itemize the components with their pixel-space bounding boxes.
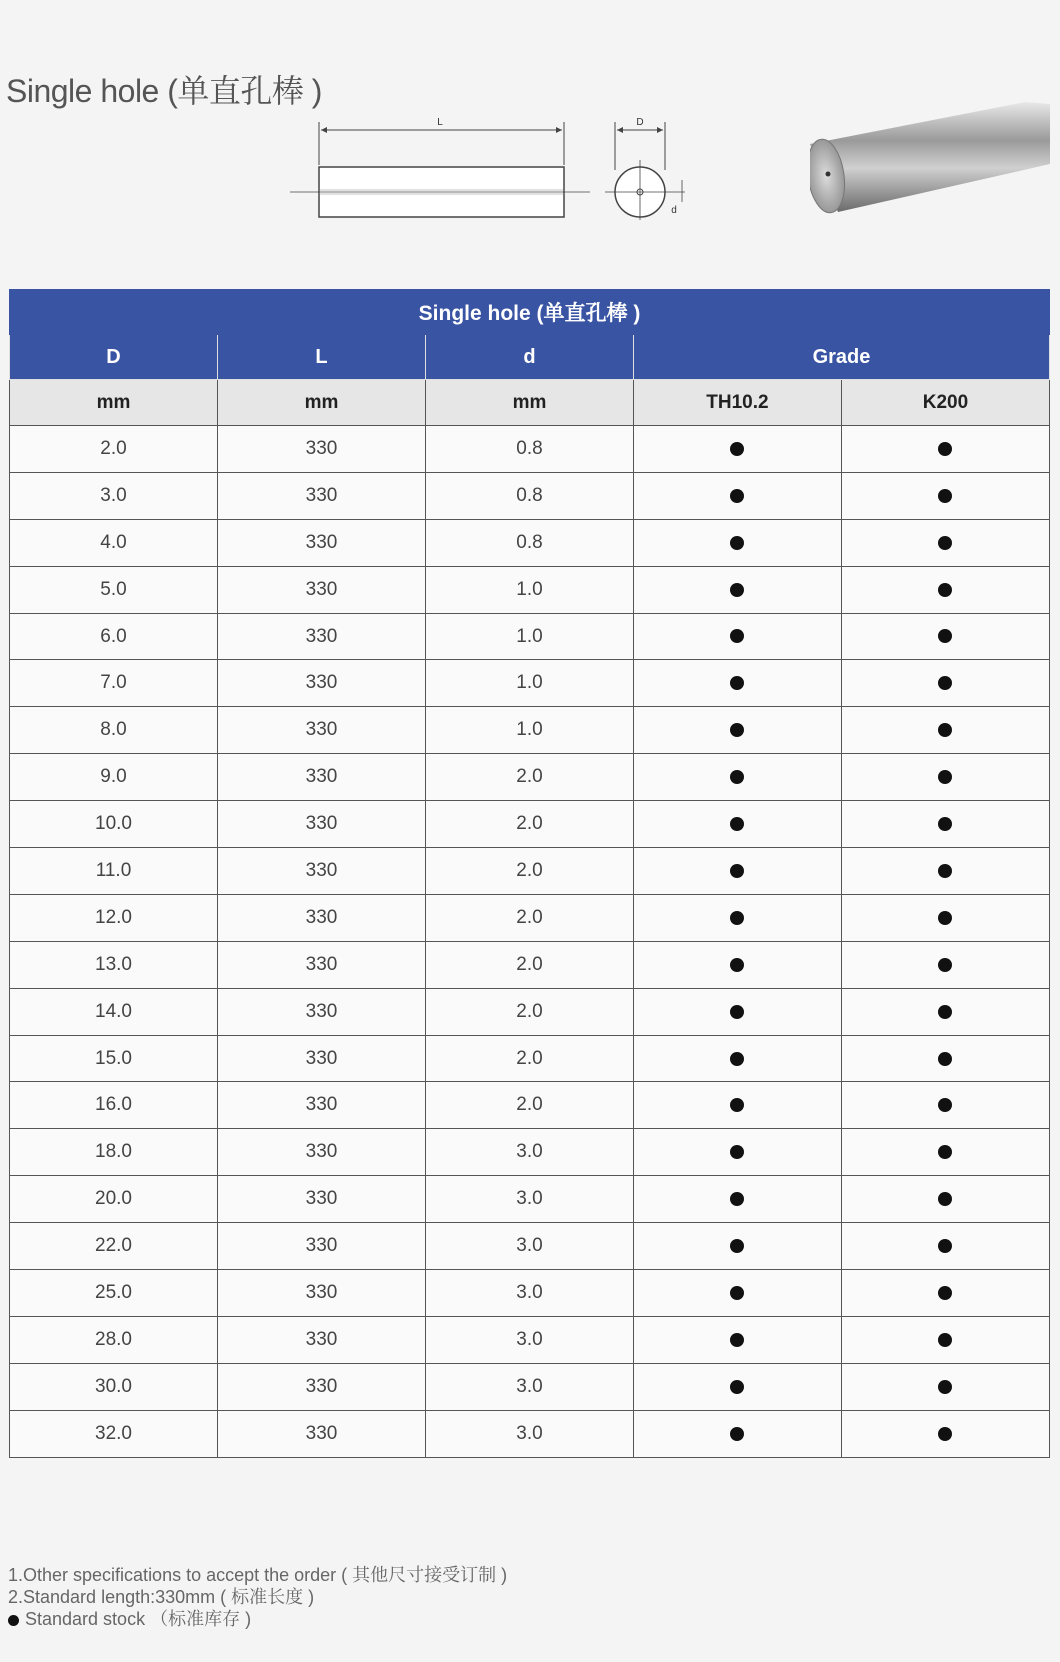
cell-grade-k200	[841, 613, 1049, 660]
cell-d: 2.0	[425, 754, 633, 801]
cell-grade-th10-2	[633, 1363, 841, 1410]
cell-L: 330	[217, 1363, 425, 1410]
unit-row	[10, 380, 1050, 426]
cell-grade-k200	[841, 754, 1049, 801]
grade-th10-2: TH10.2	[633, 380, 841, 426]
available-dot-icon	[730, 1333, 744, 1347]
available-dot-icon	[938, 1380, 952, 1394]
table-row	[10, 1316, 1050, 1363]
cell-d: 2.0	[425, 988, 633, 1035]
note-3-text: Standard stock （标准库存 )	[25, 1609, 252, 1629]
available-dot-icon	[730, 817, 744, 831]
cell-D: 25.0	[10, 1270, 218, 1317]
table-row	[10, 1363, 1050, 1410]
table-row	[10, 1129, 1050, 1176]
table-row	[10, 801, 1050, 848]
cell-grade-k200	[841, 1223, 1049, 1270]
table-row	[10, 941, 1050, 988]
cell-L: 330	[217, 1410, 425, 1457]
available-dot-icon	[938, 1005, 952, 1019]
cell-D: 12.0	[10, 894, 218, 941]
available-dot-icon	[938, 1192, 952, 1206]
cell-grade-th10-2	[633, 707, 841, 754]
available-dot-icon	[730, 629, 744, 643]
table-row	[10, 1223, 1050, 1270]
available-dot-icon	[730, 1286, 744, 1300]
cell-grade-k200	[841, 660, 1049, 707]
cell-d: 2.0	[425, 1035, 633, 1082]
cell-grade-th10-2	[633, 1316, 841, 1363]
cell-d: 3.0	[425, 1270, 633, 1317]
table-row	[10, 426, 1050, 473]
unit-L: mm	[217, 380, 425, 426]
available-dot-icon	[730, 1145, 744, 1159]
available-dot-icon	[938, 583, 952, 597]
cell-grade-k200	[841, 519, 1049, 566]
cell-L: 330	[217, 754, 425, 801]
table-title-row	[10, 290, 1050, 335]
available-dot-icon	[938, 723, 952, 737]
cell-grade-k200	[841, 1176, 1049, 1223]
col-header-L: L	[217, 335, 425, 380]
available-dot-icon	[730, 723, 744, 737]
label-L: L	[437, 117, 443, 128]
table-row	[10, 566, 1050, 613]
available-dot-icon	[730, 442, 744, 456]
notes	[8, 1564, 507, 1630]
available-dot-icon	[730, 1239, 744, 1253]
cell-grade-th10-2	[633, 894, 841, 941]
available-dot-icon	[938, 770, 952, 784]
available-dot-icon	[730, 1098, 744, 1112]
cell-d: 0.8	[425, 519, 633, 566]
table-row	[10, 1410, 1050, 1457]
table-row	[10, 1176, 1050, 1223]
table-title: Single hole (单直孔棒 )	[10, 290, 1050, 335]
cell-D: 5.0	[10, 566, 218, 613]
rod-image	[810, 90, 1050, 220]
col-header-d: d	[425, 335, 633, 380]
cell-d: 2.0	[425, 941, 633, 988]
cell-grade-k200	[841, 988, 1049, 1035]
cell-grade-th10-2	[633, 566, 841, 613]
table-row	[10, 472, 1050, 519]
cell-L: 330	[217, 613, 425, 660]
cell-d: 3.0	[425, 1363, 633, 1410]
cell-D: 18.0	[10, 1129, 218, 1176]
cell-grade-k200	[841, 894, 1049, 941]
cell-L: 330	[217, 426, 425, 473]
unit-d: mm	[425, 380, 633, 426]
available-dot-icon	[730, 864, 744, 878]
label-D: D	[636, 117, 644, 128]
cell-L: 330	[217, 472, 425, 519]
cell-grade-th10-2	[633, 801, 841, 848]
cell-L: 330	[217, 801, 425, 848]
cell-grade-th10-2	[633, 1082, 841, 1129]
note-1: 1.Other specifications to accept the order ( 其他尺寸接受订制 )	[8, 1565, 508, 1585]
available-dot-icon	[730, 676, 744, 690]
cell-grade-k200	[841, 801, 1049, 848]
cell-L: 330	[217, 1129, 425, 1176]
cell-d: 0.8	[425, 472, 633, 519]
available-dot-icon	[730, 1192, 744, 1206]
cell-L: 330	[217, 848, 425, 895]
available-dot-icon	[938, 1145, 952, 1159]
cell-d: 1.0	[425, 613, 633, 660]
cell-grade-th10-2	[633, 1270, 841, 1317]
grade-k200: K200	[841, 380, 1049, 426]
cell-D: 13.0	[10, 941, 218, 988]
available-dot-icon	[730, 1427, 744, 1441]
cell-L: 330	[217, 1223, 425, 1270]
available-dot-icon	[938, 817, 952, 831]
page-title: Single hole (单直孔棒 )	[6, 73, 322, 109]
table-row	[10, 848, 1050, 895]
cell-grade-th10-2	[633, 472, 841, 519]
cell-grade-k200	[841, 566, 1049, 613]
cell-L: 330	[217, 1270, 425, 1317]
available-dot-icon	[938, 1427, 952, 1441]
available-dot-icon	[730, 1380, 744, 1394]
available-dot-icon	[938, 536, 952, 550]
available-dot-icon	[938, 1286, 952, 1300]
cell-L: 330	[217, 660, 425, 707]
available-dot-icon	[938, 442, 952, 456]
cell-L: 330	[217, 519, 425, 566]
cell-L: 330	[217, 894, 425, 941]
cell-grade-th10-2	[633, 1035, 841, 1082]
cell-grade-k200	[841, 1363, 1049, 1410]
cell-grade-k200	[841, 472, 1049, 519]
cell-grade-k200	[841, 941, 1049, 988]
cell-grade-k200	[841, 1082, 1049, 1129]
cell-D: 32.0	[10, 1410, 218, 1457]
table-row	[10, 1035, 1050, 1082]
cell-grade-th10-2	[633, 1176, 841, 1223]
table-row	[10, 894, 1050, 941]
available-dot-icon	[938, 1333, 952, 1347]
cell-d: 1.0	[425, 566, 633, 613]
cell-grade-k200	[841, 426, 1049, 473]
cell-grade-th10-2	[633, 519, 841, 566]
cell-d: 3.0	[425, 1223, 633, 1270]
cell-D: 2.0	[10, 426, 218, 473]
cell-L: 330	[217, 1316, 425, 1363]
cell-D: 16.0	[10, 1082, 218, 1129]
cell-D: 15.0	[10, 1035, 218, 1082]
cell-grade-k200	[841, 848, 1049, 895]
cell-D: 30.0	[10, 1363, 218, 1410]
cell-d: 2.0	[425, 848, 633, 895]
available-dot-icon	[938, 911, 952, 925]
cell-d: 3.0	[425, 1129, 633, 1176]
available-dot-icon	[730, 583, 744, 597]
available-dot-icon	[938, 489, 952, 503]
cell-grade-k200	[841, 1035, 1049, 1082]
table-row	[10, 519, 1050, 566]
available-dot-icon	[938, 864, 952, 878]
available-dot-icon	[730, 911, 744, 925]
cell-D: 4.0	[10, 519, 218, 566]
cell-D: 6.0	[10, 613, 218, 660]
col-header-grade: Grade	[633, 335, 1049, 380]
stock-dot-icon	[8, 1615, 19, 1626]
cell-D: 10.0	[10, 801, 218, 848]
cell-D: 9.0	[10, 754, 218, 801]
cell-grade-th10-2	[633, 1223, 841, 1270]
cell-D: 3.0	[10, 472, 218, 519]
cell-d: 2.0	[425, 894, 633, 941]
col-header-D: D	[10, 335, 218, 380]
cell-D: 7.0	[10, 660, 218, 707]
cell-D: 11.0	[10, 848, 218, 895]
cell-d: 3.0	[425, 1176, 633, 1223]
cell-grade-th10-2	[633, 613, 841, 660]
cell-grade-k200	[841, 1270, 1049, 1317]
cell-grade-th10-2	[633, 660, 841, 707]
available-dot-icon	[730, 489, 744, 503]
cell-grade-th10-2	[633, 941, 841, 988]
table-row	[10, 1270, 1050, 1317]
specification-table	[9, 289, 1050, 1458]
cell-grade-k200	[841, 707, 1049, 754]
available-dot-icon	[730, 958, 744, 972]
column-header-row	[10, 335, 1050, 380]
cell-L: 330	[217, 988, 425, 1035]
cell-d: 2.0	[425, 801, 633, 848]
cell-grade-th10-2	[633, 848, 841, 895]
unit-D: mm	[10, 380, 218, 426]
available-dot-icon	[938, 1239, 952, 1253]
cell-D: 20.0	[10, 1176, 218, 1223]
cell-grade-th10-2	[633, 1129, 841, 1176]
available-dot-icon	[730, 1052, 744, 1066]
cell-grade-k200	[841, 1410, 1049, 1457]
cell-L: 330	[217, 566, 425, 613]
cell-L: 330	[217, 707, 425, 754]
table-row	[10, 613, 1050, 660]
cell-grade-th10-2	[633, 754, 841, 801]
note-2: 2.Standard length:330mm ( 标准长度 )	[8, 1587, 315, 1607]
note-3	[8, 1608, 507, 1630]
cell-d: 0.8	[425, 426, 633, 473]
cell-D: 14.0	[10, 988, 218, 1035]
cell-d: 1.0	[425, 660, 633, 707]
cell-L: 330	[217, 1082, 425, 1129]
cell-grade-th10-2	[633, 426, 841, 473]
cell-d: 3.0	[425, 1410, 633, 1457]
cell-grade-th10-2	[633, 988, 841, 1035]
available-dot-icon	[730, 770, 744, 784]
cell-L: 330	[217, 1035, 425, 1082]
cell-D: 28.0	[10, 1316, 218, 1363]
cell-D: 22.0	[10, 1223, 218, 1270]
rod-technical-drawing	[290, 110, 710, 220]
available-dot-icon	[730, 1005, 744, 1019]
available-dot-icon	[730, 536, 744, 550]
cell-d: 1.0	[425, 707, 633, 754]
available-dot-icon	[938, 676, 952, 690]
table-row	[10, 1082, 1050, 1129]
cell-D: 8.0	[10, 707, 218, 754]
cell-d: 3.0	[425, 1316, 633, 1363]
label-d: d	[671, 205, 677, 216]
table-row	[10, 754, 1050, 801]
available-dot-icon	[938, 958, 952, 972]
table-row	[10, 988, 1050, 1035]
table-row	[10, 660, 1050, 707]
table-row	[10, 707, 1050, 754]
cell-grade-k200	[841, 1129, 1049, 1176]
cell-grade-k200	[841, 1316, 1049, 1363]
cell-grade-th10-2	[633, 1410, 841, 1457]
cell-L: 330	[217, 941, 425, 988]
available-dot-icon	[938, 1098, 952, 1112]
available-dot-icon	[938, 1052, 952, 1066]
cell-L: 330	[217, 1176, 425, 1223]
available-dot-icon	[938, 629, 952, 643]
cell-d: 2.0	[425, 1082, 633, 1129]
